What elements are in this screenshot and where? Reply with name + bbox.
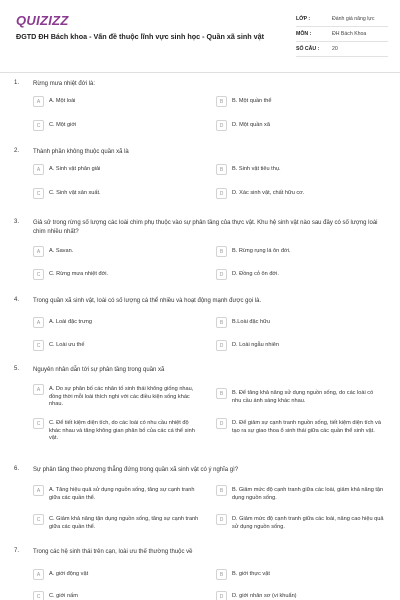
quiz-title: ĐGTD ĐH Bách khoa - Vấn đề thuộc lĩnh vực sinh học - Quần xã sinh vật — [16, 32, 265, 41]
meta-label: SỐ CÂU : — [296, 46, 320, 52]
option-text: D. Một quần xã — [232, 122, 270, 128]
option-text: C. giới nấm — [49, 593, 78, 599]
option-letter: C — [33, 269, 44, 280]
question-number: 4. — [14, 297, 20, 303]
option-b[interactable] — [216, 96, 384, 107]
option-text: D. Giảm mức độ cạnh tranh giữa các loài, nâng cao hiệu quả sử dụng nguồn sống. — [232, 516, 384, 530]
option-c[interactable] — [33, 120, 201, 131]
question-number: 1. — [14, 80, 20, 86]
option-text: B. Sinh vật tiêu thụ. — [232, 166, 281, 172]
option-d[interactable] — [216, 340, 384, 351]
option-letter: D — [216, 591, 227, 600]
question-text: Trong các hệ sinh thái trên cạn, loài ưu thế thường thuộc về — [33, 549, 193, 555]
option-c[interactable] — [33, 591, 201, 600]
option-text: A. Một loài — [49, 98, 76, 104]
option-text: C. Một giới — [49, 122, 77, 128]
option-a[interactable] — [33, 384, 201, 409]
header-divider — [0, 72, 400, 73]
meta-row-count — [296, 42, 388, 57]
option-letter: B — [216, 96, 227, 107]
option-text: A. Do sự phân bố các nhân tố sinh thái không giống nhau, đồng thời mỗi loài thích nghi với các điều kiện sống khác nhau. — [49, 386, 194, 407]
meta-row-class — [296, 12, 388, 27]
option-c[interactable] — [33, 514, 201, 531]
option-b[interactable] — [216, 485, 384, 502]
option-a[interactable] — [33, 246, 201, 257]
option-text: A. Loài đặc trưng — [49, 319, 92, 325]
option-letter: B — [216, 485, 227, 496]
option-letter: A — [33, 569, 44, 580]
question-text: Sự phân tầng theo phương thẳng đứng trong quần xã sinh vật có ý nghĩa gì? — [33, 467, 239, 473]
meta-label: LỚP : — [296, 16, 311, 22]
option-letter: C — [33, 340, 44, 351]
option-b[interactable] — [216, 164, 384, 175]
option-letter: A — [33, 96, 44, 107]
option-d[interactable] — [216, 269, 384, 280]
option-d[interactable] — [216, 188, 384, 199]
quiz-meta — [296, 12, 388, 57]
option-text: B.Loài đặc hữu — [232, 319, 270, 325]
option-text: B. giới thực vật — [232, 571, 270, 577]
option-d[interactable] — [216, 514, 384, 531]
question-number: 5. — [14, 366, 20, 372]
meta-row-subject — [296, 27, 388, 42]
option-text: A. Tăng hiệu quả sử dụng nguồn sống, tăng sự cạnh tranh giữa các quần thể. — [49, 487, 195, 501]
meta-value: 20 — [332, 46, 338, 52]
option-letter: D — [216, 188, 227, 199]
option-text: B. Một quần thể — [232, 98, 272, 104]
option-letter: B — [216, 164, 227, 175]
question-number: 2. — [14, 148, 20, 154]
option-text: B. Rừng rụng lá ôn đới. — [232, 248, 291, 254]
option-letter: B — [216, 317, 227, 328]
option-d[interactable] — [216, 591, 384, 600]
option-letter: A — [33, 317, 44, 328]
option-text: A. Savan. — [49, 248, 74, 254]
option-text: C. Để tiết kiệm diện tích, do các loài có nhu cầu nhiệt độ khác nhau và tăng không gian phân bố của các cá thể sinh vật. — [49, 420, 195, 441]
option-d[interactable] — [216, 120, 384, 131]
option-b[interactable] — [216, 246, 384, 257]
question-text: Rừng mưa nhiệt đới là: — [33, 81, 95, 87]
option-letter: C — [33, 188, 44, 199]
meta-value: Đánh giá năng lực — [332, 16, 375, 22]
option-a[interactable] — [33, 569, 201, 580]
option-c[interactable] — [33, 188, 201, 199]
option-c[interactable] — [33, 269, 201, 280]
option-letter: D — [216, 340, 227, 351]
option-letter: A — [33, 246, 44, 257]
option-d[interactable] — [216, 418, 384, 435]
option-c[interactable] — [33, 340, 201, 351]
option-letter: D — [216, 514, 227, 525]
option-text: D. Xác sinh vật, chất hữu cơ. — [232, 190, 305, 196]
question-number: 7. — [14, 548, 20, 554]
option-letter: B — [216, 388, 227, 399]
question-number: 3. — [14, 219, 20, 225]
option-letter: D — [216, 269, 227, 280]
option-text: C. Sinh vật sản xuất. — [49, 190, 101, 196]
option-letter: B — [216, 569, 227, 580]
option-letter: C — [33, 514, 44, 525]
meta-value: ĐH Bách Khoa — [332, 31, 367, 37]
question-text: Nguyên nhân dẫn tới sự phân tầng trong quần xã — [33, 367, 165, 373]
option-letter: B — [216, 246, 227, 257]
question-number: 6. — [14, 466, 20, 472]
option-letter: A — [33, 164, 44, 175]
option-text: C. Giảm khả năng tận dụng nguồn sống, tăng sự cạnh tranh giữa các quần thể. — [49, 516, 199, 530]
option-text: C. Loài ưu thế — [49, 342, 85, 348]
option-letter: A — [33, 384, 44, 395]
option-text: D. giới nhân sơ (vi khuẩn) — [232, 593, 297, 599]
question-text: Giả sử trong rừng số lượng các loài chim phụ thuộc vào sự phân tầng của thực vật. Khu hệ sinh vật nào sau đây có số lượng loài chim nhiều nhất? — [33, 220, 378, 235]
option-text: B. Giảm mức độ cạnh tranh giữa các loài, giảm khả năng tận dụng nguồn sống. — [232, 487, 384, 501]
option-c[interactable] — [33, 418, 201, 443]
page-header — [0, 0, 400, 72]
question-text: Trong quần xã sinh vật, loài có số lượng cá thể nhiều và hoạt động mạnh được gọi là. — [33, 298, 262, 304]
option-b[interactable] — [216, 317, 384, 328]
option-a[interactable] — [33, 164, 201, 175]
quizizz-logo: QUIZIZZ — [16, 13, 69, 28]
option-b[interactable] — [216, 388, 384, 405]
question-text: Thành phần không thuộc quần xã là — [33, 149, 129, 155]
option-a[interactable] — [33, 317, 201, 328]
option-letter: D — [216, 418, 227, 429]
option-letter: C — [33, 418, 44, 429]
option-text: A. Sinh vật phân giải — [49, 166, 101, 172]
option-letter: D — [216, 120, 227, 131]
option-text: A. giới động vật — [49, 571, 89, 577]
option-text: B. Để tăng khả năng sử dụng nguồn sống, do các loài có nhu cầu ánh sáng khác nhau. — [232, 390, 374, 404]
option-letter: C — [33, 120, 44, 131]
option-text: D. Đồng cỏ ôn đới. — [232, 271, 279, 277]
option-letter: C — [33, 591, 44, 600]
option-letter: A — [33, 485, 44, 496]
option-text: D. Để giảm sự cạnh tranh nguồn sống, tiết kiệm diện tích và tạo ra sự giao thoa ổ sinh thái giữa các quần thể sinh vật. — [232, 420, 381, 434]
option-text: C. Rừng mưa nhiệt đới. — [49, 271, 109, 277]
meta-label: MÔN : — [296, 31, 312, 37]
option-a[interactable] — [33, 96, 201, 107]
option-text: D. Loài ngẫu nhiên — [232, 342, 279, 348]
option-b[interactable] — [216, 569, 384, 580]
option-a[interactable] — [33, 485, 201, 502]
